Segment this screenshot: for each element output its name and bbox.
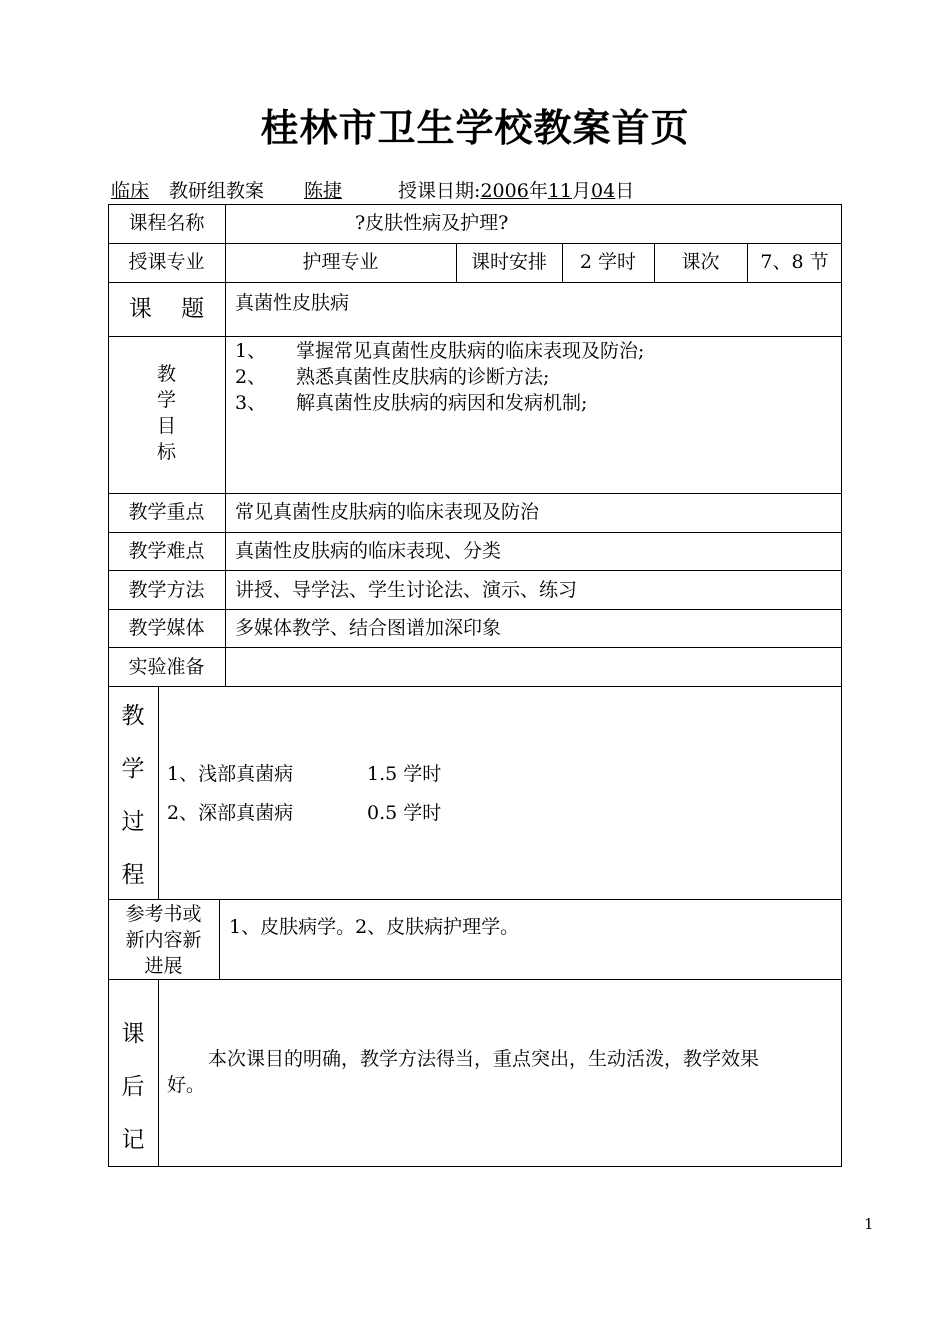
row-divider — [108, 532, 842, 533]
difficulties-label: 教学难点 — [128, 540, 205, 562]
process-item — [167, 761, 827, 800]
objectives-label-char: 标 — [156, 441, 176, 463]
notes-line: 本次课目的明确，教学方法得当，重点突出，生动活泼，教学效果 — [208, 1048, 760, 1070]
topic-value: 真菌性皮肤病 — [235, 292, 350, 314]
date-year-unit: 年 — [528, 180, 548, 202]
key-points-value: 常见真菌性皮肤病的临床表现及防治 — [235, 501, 540, 523]
process-item-name: 1、浅部真菌病 — [167, 763, 294, 785]
column-divider — [219, 899, 220, 979]
objective-number: 2、 — [235, 366, 267, 388]
page-number: 1 — [864, 1215, 874, 1233]
date-day-unit: 日 — [615, 180, 635, 202]
date-month: 11 — [547, 180, 573, 202]
major-label: 授课专业 — [128, 251, 205, 273]
page-title: 桂林市卫生学校教案首页 — [260, 106, 690, 150]
objectives-label-char: 目 — [156, 415, 176, 437]
objective-text: 熟悉真菌性皮肤病的诊断方法; — [296, 366, 550, 388]
row-divider — [108, 570, 842, 571]
row-divider — [108, 686, 842, 687]
row-divider — [108, 493, 842, 494]
notes-label-char: 课 — [121, 1021, 145, 1047]
major-value: 护理专业 — [302, 251, 379, 273]
session-label: 课次 — [681, 251, 720, 273]
methods-label: 教学方法 — [128, 579, 205, 601]
process-item-time: 1.5 学时 — [367, 763, 442, 785]
objective-item — [235, 390, 835, 416]
process-item — [167, 800, 827, 839]
hours-value: 2 学时 — [579, 251, 637, 273]
hours-label: 课时安排 — [470, 251, 547, 273]
teacher-name: 陈捷 — [304, 180, 343, 202]
references-label — [108, 901, 219, 979]
process-label-char: 过 — [121, 809, 145, 835]
session-value: 7、8 节 — [760, 251, 829, 273]
objective-number: 3、 — [235, 392, 267, 414]
row-divider — [108, 979, 842, 980]
date-year: 2006 — [480, 180, 529, 202]
row-divider — [108, 282, 842, 283]
course-name-label: 课程名称 — [128, 212, 205, 234]
objectives-list — [235, 338, 835, 416]
header-line — [111, 178, 634, 204]
lab-label: 实验准备 — [128, 656, 205, 678]
process-item-name: 2、深部真菌病 — [167, 802, 294, 824]
notes-line: 好。 — [167, 1074, 206, 1096]
process-list — [167, 761, 827, 839]
date-day: 04 — [591, 180, 616, 202]
process-label-char: 教 — [121, 703, 145, 729]
notes-label-char: 记 — [121, 1127, 145, 1153]
notes-label-char: 后 — [121, 1074, 145, 1100]
column-divider — [158, 979, 159, 1167]
column-divider — [158, 686, 159, 899]
date-label: 授课日期: — [398, 180, 481, 202]
objective-text: 掌握常见真菌性皮肤病的临床表现及防治; — [296, 340, 645, 362]
topic-label: 课 题 — [128, 296, 205, 322]
objectives-label-char: 学 — [156, 389, 176, 411]
objective-number: 1、 — [235, 340, 267, 362]
notes-text — [167, 1046, 837, 1098]
objective-item — [235, 338, 835, 364]
row-divider — [108, 336, 842, 337]
media-label: 教学媒体 — [128, 617, 205, 639]
references-value: 1、皮肤病学。2、皮肤病护理学。 — [229, 916, 520, 938]
references-label-line: 新内容新 — [125, 929, 202, 951]
row-divider — [108, 609, 842, 610]
row-divider — [108, 647, 842, 648]
column-divider — [225, 204, 226, 686]
references-label-line: 进展 — [144, 955, 183, 977]
group-label: 教研组教案 — [169, 180, 265, 202]
objectives-label-char: 教 — [156, 363, 176, 385]
row-divider — [108, 243, 842, 244]
course-name-value: ?皮肤性病及护理? — [355, 212, 509, 234]
difficulties-value: 真菌性皮肤病的临床表现、分类 — [235, 540, 502, 562]
references-label-line: 参考书或 — [125, 903, 202, 925]
objective-item — [235, 364, 835, 390]
key-points-label: 教学重点 — [128, 501, 205, 523]
process-item-time: 0.5 学时 — [367, 802, 442, 824]
process-label — [108, 690, 158, 902]
objectives-label — [108, 361, 225, 465]
process-label-char: 程 — [121, 862, 145, 888]
date-month-unit: 月 — [572, 180, 592, 202]
department: 临床 — [111, 180, 150, 202]
methods-value: 讲授、导学法、学生讨论法、演示、练习 — [235, 579, 578, 601]
notes-label — [108, 1008, 158, 1167]
media-value: 多媒体教学、结合图谱加深印象 — [235, 617, 502, 639]
objective-text: 解真菌性皮肤病的病因和发病机制; — [296, 392, 588, 414]
process-label-char: 学 — [121, 756, 145, 782]
